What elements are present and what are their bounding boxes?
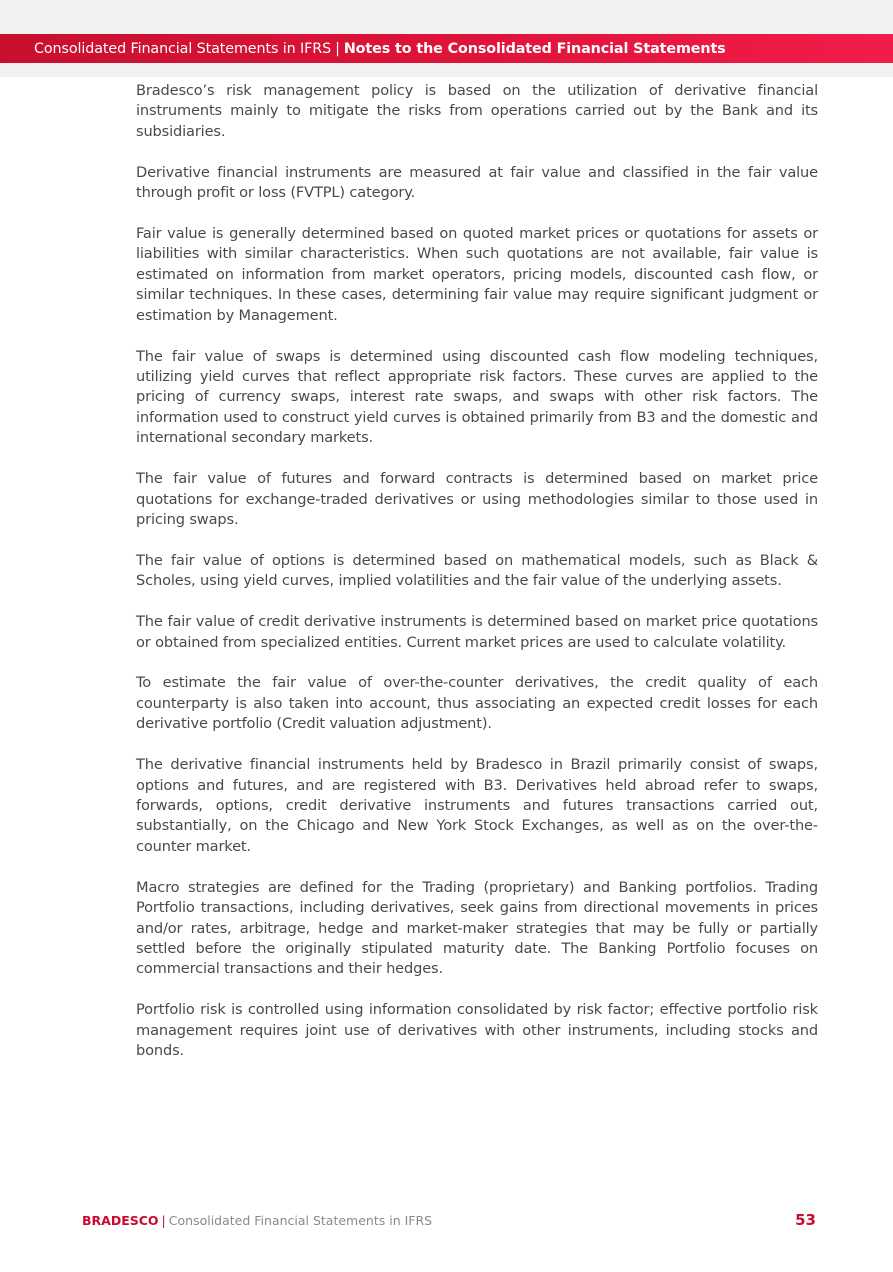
header-title (34, 41, 726, 57)
paragraph: The derivative financial instruments held by Bradesco in Brazil primarily consist of swaps, options and futures, and are registered with B3. Derivatives held abroad refer to swaps, forwards, options, credit derivative instruments and futures transactions carried out, substantially, on the Chicago and New York Stock Exchanges, as well as on the over-the-counter market. (136, 756, 818, 855)
footer-title (82, 1213, 432, 1228)
paragraph: The fair value of options is determined based on mathematical models, such as Black & Scholes, using yield curves, implied volatilities and the fair value of the underlying assets. (136, 551, 818, 590)
paragraph: The fair value of swaps is determined using discounted cash flow modeling techniques, utilizing yield curves that reflect appropriate risk factors. These curves are applied to the pricing of currency swaps, interest rate swaps, and swaps with other risk factors. The information used to construct yield curves is obtained primarily from B3 and the domestic and international secondary markets. (136, 347, 818, 447)
page-number: 53 (795, 1211, 816, 1229)
page-footer (82, 1210, 816, 1230)
header-separator: | (335, 40, 340, 57)
paragraph: The fair value of credit derivative instruments is determined based on market price quotations or obtained from specialized entities. Current market prices are used to calculate volatility. (136, 613, 818, 651)
header-document-title: Consolidated Financial Statements in IFRS (34, 40, 332, 57)
header-section-title: Notes to the Consolidated Financial Statements (343, 40, 726, 57)
body-text (136, 81, 818, 1082)
page-header (0, 34, 893, 63)
paragraph: Portfolio risk is controlled using information consolidated by risk factor; effective portfolio risk management requires joint use of derivatives with other instruments, including stocks and bonds. (136, 1001, 818, 1060)
top-margin (0, 0, 893, 34)
paragraph: Fair value is generally determined based on quoted market prices or quotations for assets or liabilities with similar characteristics. When such quotations are not available, fair value is estimated on information from market operators, pricing models, discounted cash flow, or similar techniques. In these cases, determining fair value may require significant judgment or estimation by Management. (136, 225, 818, 324)
paragraph: Macro strategies are defined for the Trading (proprietary) and Banking portfolios. Trading Portfolio transactions, including derivatives, seek gains from directional movements in prices and/or rates, arbitrage, hedge and market-maker strategies that may be fully or partially settled before the originally stipulated maturity date. The Banking Portfolio focuses on commercial transactions and their hedges. (136, 878, 818, 978)
paragraph: Bradesco’s risk management policy is based on the utilization of derivative financial instruments mainly to mitigate the risks from operations carried out by the Bank and its subsidiaries. (136, 82, 818, 140)
header-underband (0, 63, 893, 77)
footer-separator: | (161, 1212, 166, 1228)
paragraph: The fair value of futures and forward contracts is determined based on market price quotations for exchange-traded derivatives or using methodologies similar to those used in pricing swaps. (136, 470, 818, 528)
paragraph: Derivative financial instruments are measured at fair value and classified in the fair value through profit or loss (FVTPL) category. (136, 163, 818, 202)
footer-brand: BRADESCO (82, 1212, 159, 1228)
paragraph: To estimate the fair value of over-the-counter derivatives, the credit quality of each counterparty is also taken into account, thus associating an expected credit losses for each derivative portfolio (Credit valuation adjustment). (136, 674, 818, 733)
footer-document-title: Consolidated Financial Statements in IFRS (168, 1212, 433, 1228)
